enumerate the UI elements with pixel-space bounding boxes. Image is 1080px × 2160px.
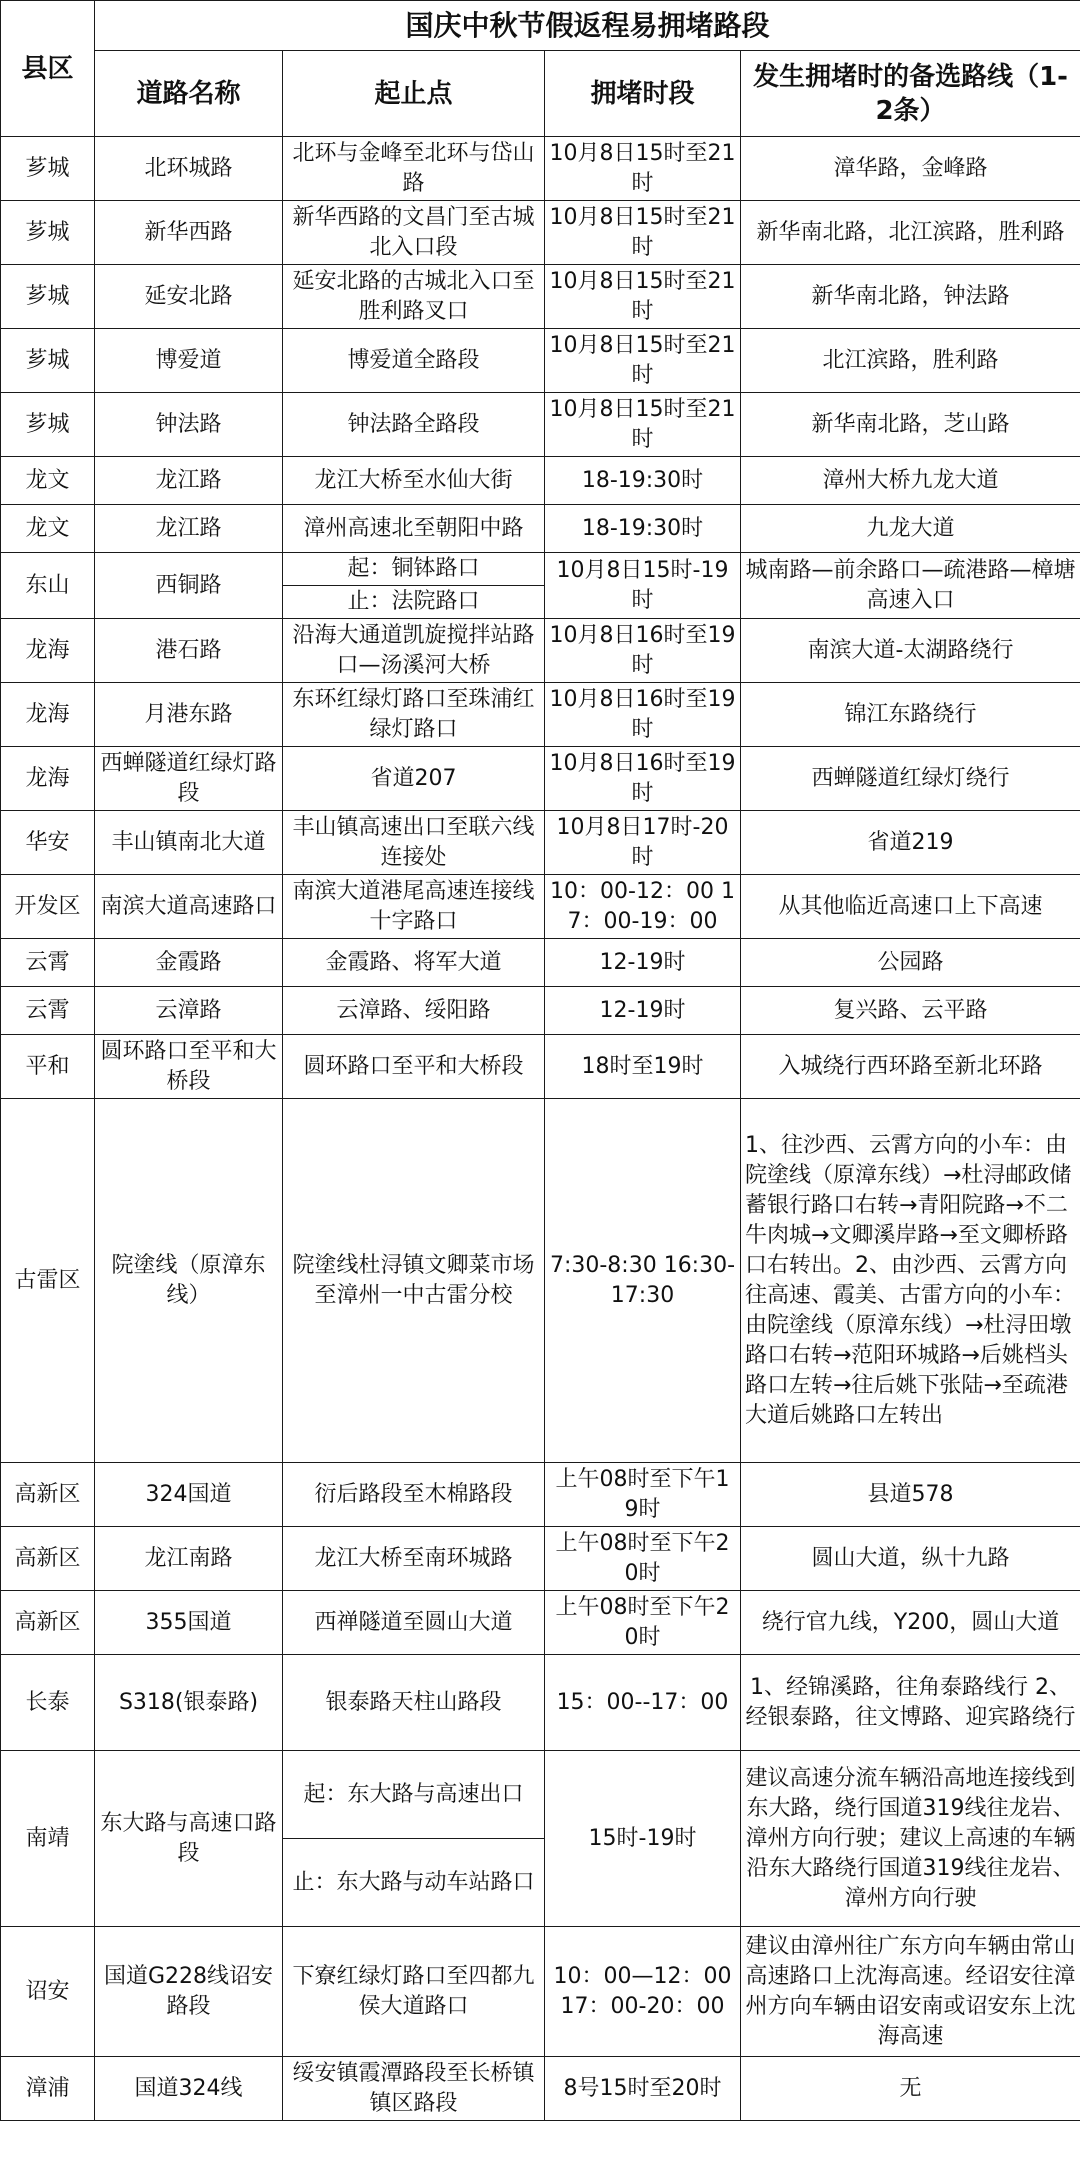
road-cell: 圆环路口至平和大桥段 <box>95 1035 283 1099</box>
range-cell: 龙江大桥至水仙大街 <box>283 457 545 505</box>
period-cell: 18-19:30时 <box>545 457 741 505</box>
range-cell: 漳州高速北至朝阳中路 <box>283 505 545 553</box>
road-cell: 龙江南路 <box>95 1527 283 1591</box>
alt-cell: 绕行官九线，Y200，圆山大道 <box>741 1591 1080 1655</box>
road-cell: 钟法路 <box>95 393 283 457</box>
range-start-cell: 起：铜钵路口 <box>283 553 545 586</box>
period-cell: 8号15时至20时 <box>545 2057 741 2121</box>
county-cell: 东山 <box>1 553 95 619</box>
table-row <box>1 1591 1080 1655</box>
period-cell: 10月8日16时至19时 <box>545 747 741 811</box>
road-cell: 月港东路 <box>95 683 283 747</box>
county-cell: 云霄 <box>1 939 95 987</box>
title-row <box>1 1 1080 51</box>
period-cell: 10月8日15时至21时 <box>545 265 741 329</box>
period-cell: 12-19时 <box>545 987 741 1035</box>
alt-cell: 入城绕行西环路至新北环路 <box>741 1035 1080 1099</box>
range-cell: 云漳路、绥阳路 <box>283 987 545 1035</box>
county-cell: 芗城 <box>1 265 95 329</box>
alt-cell: 南滨大道-太湖路绕行 <box>741 619 1080 683</box>
road-cell: 国道324线 <box>95 2057 283 2121</box>
road-cell: 北环城路 <box>95 137 283 201</box>
period-cell: 10月8日15时至21时 <box>545 201 741 265</box>
period-cell: 10月8日15时至21时 <box>545 137 741 201</box>
county-cell: 平和 <box>1 1035 95 1099</box>
alt-cell: 漳华路，金峰路 <box>741 137 1080 201</box>
period-cell: 10：00-12：00 17：00-19：00 <box>545 875 741 939</box>
county-cell: 高新区 <box>1 1463 95 1527</box>
table-row <box>1 811 1080 875</box>
table-row <box>1 1463 1080 1527</box>
road-cell: 院塗线（原漳东线） <box>95 1099 283 1463</box>
road-cell: 云漳路 <box>95 987 283 1035</box>
alt-cell: 建议高速分流车辆沿高地连接线到东大路，绕行国道319线往龙岩、漳州方向行驶；建议上高速的车辆沿东大路绕行国道319线往龙岩、漳州方向行驶 <box>741 1751 1080 1927</box>
alt-cell: 城南路—前余路口—疏港路—樟塘高速入口 <box>741 553 1080 619</box>
county-cell: 云霄 <box>1 987 95 1035</box>
county-cell: 诏安 <box>1 1927 95 2057</box>
header-alt: 发生拥堵时的备选路线（1-2条） <box>741 51 1080 137</box>
county-cell: 高新区 <box>1 1527 95 1591</box>
period-cell: 18时至19时 <box>545 1035 741 1099</box>
county-cell: 高新区 <box>1 1591 95 1655</box>
table-row <box>1 137 1080 201</box>
range-start-cell: 起：东大路与高速出口 <box>283 1751 545 1839</box>
period-cell: 12-19时 <box>545 939 741 987</box>
county-cell: 芗城 <box>1 201 95 265</box>
header-range: 起止点 <box>283 51 545 137</box>
alt-cell: 无 <box>741 2057 1080 2121</box>
county-cell: 龙海 <box>1 619 95 683</box>
range-cell: 下寮红绿灯路口至四都九侯大道路口 <box>283 1927 545 2057</box>
alt-cell: 1、往沙西、云霄方向的小车：由院塗线（原漳东线）→杜浔邮政储蓄银行路口右转→青阳院路→不二牛肉城→文卿溪岸路→至文卿桥路口右转出。2、由沙西、云霄方向往高速、霞美、古雷方向的小车：由院塗线（原漳东线）→杜浔田墩路口右转→范阳环城路→后姚档头路口左转→往后姚下张陆→至疏港大道后姚路口左转出 <box>741 1099 1080 1463</box>
county-cell: 芗城 <box>1 329 95 393</box>
county-cell: 南靖 <box>1 1751 95 1927</box>
table-row <box>1 1751 1080 1839</box>
road-cell: 丰山镇南北大道 <box>95 811 283 875</box>
table-row <box>1 1527 1080 1591</box>
road-cell: 港石路 <box>95 619 283 683</box>
county-cell: 华安 <box>1 811 95 875</box>
county-cell: 龙海 <box>1 683 95 747</box>
table-row <box>1 987 1080 1035</box>
range-cell: 西禅隧道至圆山大道 <box>283 1591 545 1655</box>
range-cell: 龙江大桥至南环城路 <box>283 1527 545 1591</box>
alt-cell: 1、经锦溪路，往角泰路线行 2、经银泰路，往文博路、迎宾路绕行 <box>741 1655 1080 1751</box>
road-cell: 西铜路 <box>95 553 283 619</box>
alt-cell: 新华南北路，芝山路 <box>741 393 1080 457</box>
table-row <box>1 619 1080 683</box>
table-row <box>1 265 1080 329</box>
period-cell: 7:30-8:30 16:30-17:30 <box>545 1099 741 1463</box>
range-cell: 圆环路口至平和大桥段 <box>283 1035 545 1099</box>
table-row <box>1 201 1080 265</box>
range-cell: 省道207 <box>283 747 545 811</box>
alt-cell: 从其他临近高速口上下高速 <box>741 875 1080 939</box>
table-row <box>1 2057 1080 2121</box>
period-cell: 10月8日15时至21时 <box>545 329 741 393</box>
header-road: 道路名称 <box>95 51 283 137</box>
alt-cell: 圆山大道，纵十九路 <box>741 1527 1080 1591</box>
table-title: 国庆中秋节假返程易拥堵路段 <box>95 1 1080 51</box>
period-cell: 上午08时至下午20时 <box>545 1591 741 1655</box>
header-period: 拥堵时段 <box>545 51 741 137</box>
county-cell: 长泰 <box>1 1655 95 1751</box>
table-row <box>1 939 1080 987</box>
header-county: 县区 <box>1 1 95 137</box>
table-row <box>1 457 1080 505</box>
range-cell: 南滨大道港尾高速连接线十字路口 <box>283 875 545 939</box>
range-cell: 银泰路天柱山路段 <box>283 1655 545 1751</box>
range-end-cell: 止：法院路口 <box>283 586 545 619</box>
alt-cell: 九龙大道 <box>741 505 1080 553</box>
period-cell: 上午08时至下午20时 <box>545 1527 741 1591</box>
range-cell: 丰山镇高速出口至联六线连接处 <box>283 811 545 875</box>
range-cell: 院塗线杜浔镇文卿菜市场至漳州一中古雷分校 <box>283 1099 545 1463</box>
road-cell: 金霞路 <box>95 939 283 987</box>
table-row <box>1 747 1080 811</box>
county-cell: 古雷区 <box>1 1099 95 1463</box>
alt-cell: 复兴路、云平路 <box>741 987 1080 1035</box>
road-cell: 南滨大道高速路口 <box>95 875 283 939</box>
period-cell: 10月8日16时至19时 <box>545 619 741 683</box>
alt-cell: 新华南北路，北江滨路，胜利路 <box>741 201 1080 265</box>
range-cell: 金霞路、将军大道 <box>283 939 545 987</box>
table-row <box>1 329 1080 393</box>
alt-cell: 建议由漳州往广东方向车辆由常山高速路口上沈海高速。经诏安往漳州方向车辆由诏安南或诏安东上沈海高速 <box>741 1927 1080 2057</box>
county-cell: 漳浦 <box>1 2057 95 2121</box>
period-cell: 10月8日16时至19时 <box>545 683 741 747</box>
alt-cell: 省道219 <box>741 811 1080 875</box>
period-cell: 10：00—12：00 17：00-20：00 <box>545 1927 741 2057</box>
road-cell: 355国道 <box>95 1591 283 1655</box>
range-cell: 博爱道全路段 <box>283 329 545 393</box>
period-cell: 10月8日17时-20时 <box>545 811 741 875</box>
county-cell: 芗城 <box>1 137 95 201</box>
period-cell: 上午08时至下午19时 <box>545 1463 741 1527</box>
alt-cell: 县道578 <box>741 1463 1080 1527</box>
county-cell: 龙文 <box>1 457 95 505</box>
range-cell: 绥安镇霞潭路段至长桥镇镇区路段 <box>283 2057 545 2121</box>
alt-cell: 锦江东路绕行 <box>741 683 1080 747</box>
county-cell: 芗城 <box>1 393 95 457</box>
header-row <box>1 51 1080 137</box>
period-cell: 10月8日15时至21时 <box>545 393 741 457</box>
road-cell: 西蝉隧道红绿灯路段 <box>95 747 283 811</box>
table-row <box>1 393 1080 457</box>
road-cell: 324国道 <box>95 1463 283 1527</box>
road-cell: 国道G228线诏安路段 <box>95 1927 283 2057</box>
alt-cell: 北江滨路，胜利路 <box>741 329 1080 393</box>
period-cell: 15时-19时 <box>545 1751 741 1927</box>
range-cell: 衍后路段至木棉路段 <box>283 1463 545 1527</box>
range-cell: 北环与金峰至北环与岱山路 <box>283 137 545 201</box>
table-row <box>1 1099 1080 1463</box>
period-cell: 15：00--17：00 <box>545 1655 741 1751</box>
county-cell: 开发区 <box>1 875 95 939</box>
table-row <box>1 1655 1080 1751</box>
range-cell: 延安北路的古城北入口至胜利路叉口 <box>283 265 545 329</box>
range-cell: 东环红绿灯路口至珠浦红绿灯路口 <box>283 683 545 747</box>
table-row <box>1 553 1080 586</box>
range-end-cell: 止：东大路与动车站路口 <box>283 1839 545 1927</box>
road-cell: 新华西路 <box>95 201 283 265</box>
table-row <box>1 1927 1080 2057</box>
alt-cell: 西蝉隧道红绿灯绕行 <box>741 747 1080 811</box>
range-cell: 钟法路全路段 <box>283 393 545 457</box>
road-cell: 龙江路 <box>95 457 283 505</box>
road-cell: 龙江路 <box>95 505 283 553</box>
period-cell: 18-19:30时 <box>545 505 741 553</box>
alt-cell: 新华南北路，钟法路 <box>741 265 1080 329</box>
table-row <box>1 1035 1080 1099</box>
road-cell: 延安北路 <box>95 265 283 329</box>
range-cell: 新华西路的文昌门至古城北入口段 <box>283 201 545 265</box>
alt-cell: 漳州大桥九龙大道 <box>741 457 1080 505</box>
county-cell: 龙海 <box>1 747 95 811</box>
road-cell: 东大路与高速口路段 <box>95 1751 283 1927</box>
county-cell: 龙文 <box>1 505 95 553</box>
table-row <box>1 505 1080 553</box>
period-cell: 10月8日15时-19时 <box>545 553 741 619</box>
range-cell: 沿海大通道凯旋搅拌站路口—汤溪河大桥 <box>283 619 545 683</box>
table-row <box>1 875 1080 939</box>
alt-cell: 公园路 <box>741 939 1080 987</box>
table-row <box>1 683 1080 747</box>
road-cell: S318(银泰路) <box>95 1655 283 1751</box>
road-cell: 博爱道 <box>95 329 283 393</box>
